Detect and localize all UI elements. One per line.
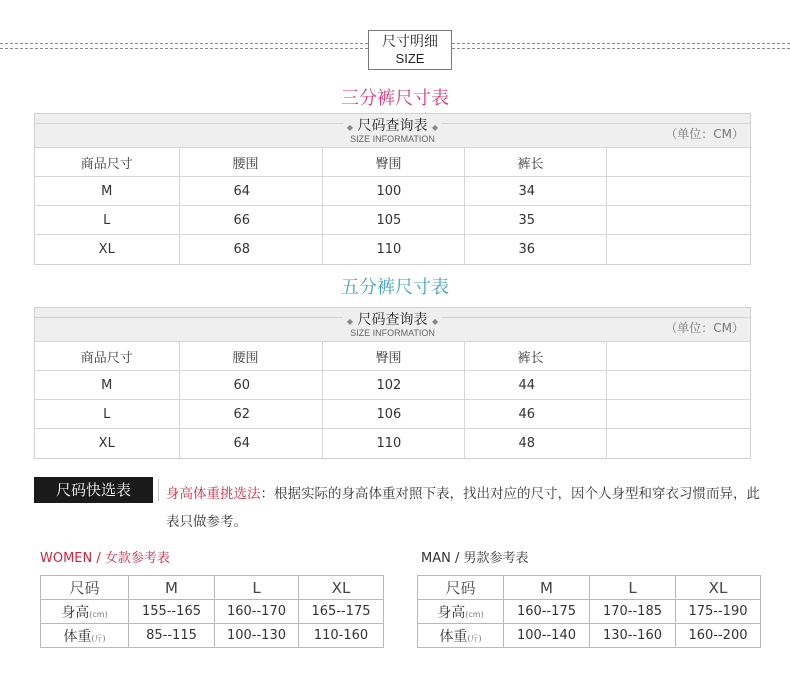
table-row [418, 600, 761, 624]
header-cell: L [590, 576, 676, 600]
table-cell [606, 206, 750, 235]
table2-title: 五分裤尺寸表 [341, 277, 449, 298]
table-row [35, 206, 750, 235]
header-cell: 尺码 [41, 576, 129, 600]
caption-title: 尺码查询表 [357, 118, 428, 134]
table-row [41, 624, 384, 648]
size-table-1-caption: ◆ 尺码查询表 ◆ SIZE INFORMATION （单位：CM） [35, 114, 750, 147]
header-cell: M [129, 576, 215, 600]
header-cell: XL [299, 576, 384, 600]
table-cell: 106 [322, 400, 464, 429]
table-cell: 160--200 [676, 624, 761, 648]
header-cell [606, 148, 750, 177]
header-cell: 商品尺寸 [35, 148, 179, 177]
table-cell: 165--175 [299, 600, 384, 624]
table-row [35, 371, 750, 400]
women-ref-title: WOMEN / 女款参考表 [40, 551, 170, 566]
header-divider-right [452, 43, 790, 49]
size-table-2 [34, 307, 751, 459]
table-cell: 105 [322, 206, 464, 235]
quick-pick-text [166, 480, 766, 536]
quick-pick-method: 身高体重挑选法 [166, 486, 261, 502]
table-cell: 62 [179, 400, 322, 429]
header-divider-left [0, 43, 368, 49]
table-cell: 100 [322, 177, 464, 206]
header-cell: 裤长 [464, 148, 606, 177]
table-row [35, 400, 750, 429]
row-header-height [41, 600, 129, 624]
row-header-weight [418, 624, 504, 648]
table-cell: 175--190 [676, 600, 761, 624]
table-cell: 35 [464, 206, 606, 235]
table-cell: 68 [179, 235, 322, 264]
height-label: 身高 [437, 604, 466, 621]
men-ref-table [417, 575, 761, 648]
weight-label: 体重 [439, 628, 468, 645]
table-row [35, 177, 750, 206]
header-title-box [368, 30, 452, 70]
table-cell: 102 [322, 371, 464, 400]
women-ref-table [40, 575, 384, 648]
table-row [35, 342, 750, 371]
header-cell [606, 342, 750, 371]
table-cell: 44 [464, 371, 606, 400]
table-cell: XL [35, 235, 179, 264]
table-cell: 48 [464, 429, 606, 458]
table-cell: 170--185 [590, 600, 676, 624]
quick-pick-divider [158, 479, 159, 501]
table-cell: 100--130 [215, 624, 299, 648]
header-cell: XL [676, 576, 761, 600]
table-cell [606, 400, 750, 429]
table-row [35, 235, 750, 264]
header-cell: 臀围 [322, 148, 464, 177]
table-row [35, 429, 750, 458]
size-table-2-caption: ◆ 尺码查询表 ◆ SIZE INFORMATION （单位：CM） [35, 308, 750, 341]
table-cell: L [35, 206, 179, 235]
table-row [41, 576, 384, 600]
header-cell: 裤长 [464, 342, 606, 371]
table-cell: 64 [179, 177, 322, 206]
table1-title: 三分裤尺寸表 [341, 88, 449, 109]
table-cell [606, 177, 750, 206]
header-cell: 臀围 [322, 342, 464, 371]
table-cell: 36 [464, 235, 606, 264]
height-unit: (cm) [89, 609, 108, 619]
row-header-weight [41, 624, 129, 648]
table-cell: 160--170 [215, 600, 299, 624]
unit-label: （单位：CM） [665, 127, 744, 141]
table-cell: 64 [179, 429, 322, 458]
size-grid-2 [35, 341, 750, 458]
quick-pick-label: 尺码快选表 [34, 477, 153, 503]
caption-title: 尺码查询表 [357, 312, 428, 328]
header-cell: 尺码 [418, 576, 504, 600]
header-title-en: SIZE [395, 51, 425, 66]
height-unit: (cm) [465, 609, 484, 619]
table-cell: 110-160 [299, 624, 384, 648]
header-cell: L [215, 576, 299, 600]
quick-pick-description: ：根据实际的身高体重对照下表，找出对应的尺寸，因个人身型和穿衣习惯而异，此表只做参考。 [166, 486, 760, 530]
table-cell [606, 429, 750, 458]
header-cell: 腰围 [179, 148, 322, 177]
header-cell: 商品尺寸 [35, 342, 179, 371]
table-cell [606, 371, 750, 400]
caption-subtitle: SIZE INFORMATION [350, 134, 435, 144]
caption-subtitle: SIZE INFORMATION [350, 328, 435, 338]
table-cell: XL [35, 429, 179, 458]
header-cell: 腰围 [179, 342, 322, 371]
table-cell: 34 [464, 177, 606, 206]
weight-unit: (斤) [467, 633, 482, 643]
table-cell: 100--140 [504, 624, 590, 648]
table-cell: 60 [179, 371, 322, 400]
weight-label: 体重 [63, 628, 92, 645]
table-cell [606, 235, 750, 264]
table-cell: 155--165 [129, 600, 215, 624]
table-row [41, 600, 384, 624]
header-cell: M [504, 576, 590, 600]
table-cell: 110 [322, 235, 464, 264]
table-cell: L [35, 400, 179, 429]
table-cell: 110 [322, 429, 464, 458]
header-title-cn: 尺寸明细 [382, 34, 438, 50]
table-row [35, 148, 750, 177]
weight-unit: (斤) [91, 633, 106, 643]
table-cell: 130--160 [590, 624, 676, 648]
table-cell: 160--175 [504, 600, 590, 624]
row-header-height [418, 600, 504, 624]
size-table-1 [34, 113, 751, 265]
size-grid-1 [35, 147, 750, 264]
men-ref-title: MAN / 男款参考表 [421, 551, 529, 566]
table-cell: M [35, 177, 179, 206]
table-row [418, 576, 761, 600]
table-row [418, 624, 761, 648]
height-label: 身高 [61, 604, 90, 621]
table-cell: 85--115 [129, 624, 215, 648]
table-cell: M [35, 371, 179, 400]
table-cell: 46 [464, 400, 606, 429]
unit-label: （单位：CM） [665, 321, 744, 335]
table-cell: 66 [179, 206, 322, 235]
